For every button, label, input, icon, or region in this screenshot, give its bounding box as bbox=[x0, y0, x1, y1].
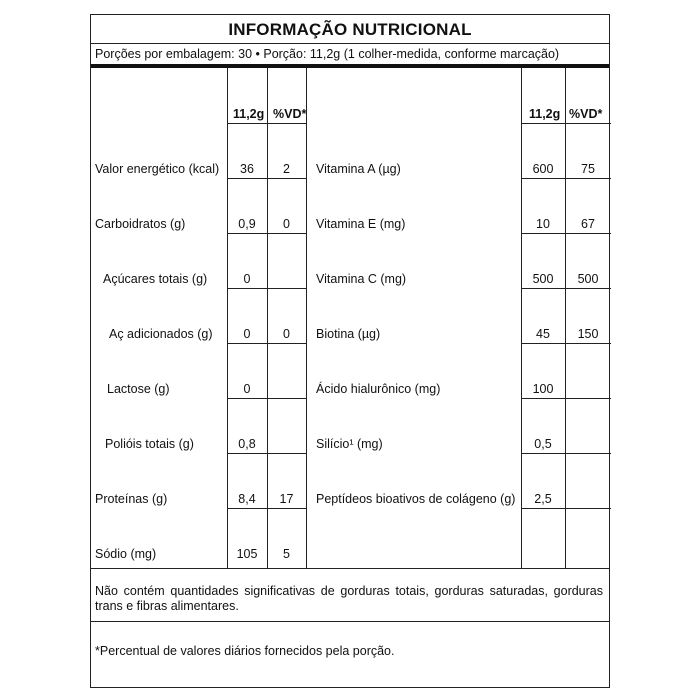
nutrient-name: Vitamina E (mg) bbox=[316, 217, 406, 231]
footnote-divider bbox=[91, 621, 609, 622]
nutrient-name: Peptídeos bioativos de colágeno (g) bbox=[316, 492, 516, 506]
footnote-not-significant: Não contém quantidades significativas de gorduras totais, gorduras saturadas, gorduras trans e fibras alimentares. bbox=[95, 584, 603, 613]
row-divider-right bbox=[521, 233, 611, 234]
nutrient-amount: 100 bbox=[532, 382, 554, 396]
nutrient-amount: 8,4 bbox=[238, 492, 256, 506]
nutrient-amount: 36 bbox=[240, 162, 254, 176]
column-divider bbox=[306, 68, 307, 568]
nutrition-facts-label bbox=[90, 14, 610, 688]
nutrient-amount: 10 bbox=[536, 217, 550, 231]
nutrient-amount: 0 bbox=[243, 272, 251, 286]
nutrient-dv: 67 bbox=[581, 217, 595, 231]
nutrient-name: Proteínas (g) bbox=[95, 492, 168, 506]
nutrient-amount: 105 bbox=[236, 547, 258, 561]
header-amount-left: 11,2g bbox=[233, 107, 265, 121]
nutrient-dv: 0 bbox=[283, 327, 290, 341]
title-divider bbox=[91, 43, 609, 44]
nutrient-amount: 600 bbox=[532, 162, 554, 176]
nutrient-name: Ácido hialurônico (mg) bbox=[316, 382, 441, 396]
header-dv-left: %VD* bbox=[273, 107, 307, 121]
nutrient-amount: 0 bbox=[243, 382, 251, 396]
nutrient-name: Vitamina A (µg) bbox=[316, 162, 401, 176]
nutrient-dv: 0 bbox=[283, 217, 290, 231]
nutrient-name: Vitamina C (mg) bbox=[316, 272, 407, 286]
nutrient-name: Biotina (µg) bbox=[316, 327, 381, 341]
nutrient-amount: 45 bbox=[536, 327, 550, 341]
column-divider bbox=[565, 68, 566, 568]
nutrition-table bbox=[91, 68, 609, 568]
row-divider-right bbox=[521, 453, 611, 454]
header-amount-right: 11,2g bbox=[529, 107, 561, 121]
row-divider-right bbox=[521, 343, 611, 344]
nutrient-amount: 0,9 bbox=[238, 217, 256, 231]
nutrient-dv: 150 bbox=[577, 327, 599, 341]
row-divider-right bbox=[521, 508, 611, 509]
nutrient-name: Sódio (mg) bbox=[95, 547, 157, 561]
nutrient-dv: 500 bbox=[577, 272, 599, 286]
label-title: INFORMAÇÃO NUTRICIONAL bbox=[228, 20, 472, 39]
nutrient-dv: 5 bbox=[283, 547, 290, 561]
nutrient-name: Lactose (g) bbox=[107, 382, 170, 396]
nutrient-amount: 0,8 bbox=[238, 437, 256, 451]
footnote-daily-value: *Percentual de valores diários fornecidos pela porção. bbox=[95, 644, 395, 658]
nutrient-amount: 0,5 bbox=[534, 437, 552, 451]
nutrient-name: Açúcares totais (g) bbox=[103, 272, 208, 286]
row-divider-right bbox=[521, 288, 611, 289]
nutrient-name: Aç adicionados (g) bbox=[109, 327, 213, 341]
row-divider-right bbox=[521, 123, 611, 124]
nutrient-amount: 0 bbox=[243, 327, 251, 341]
nutrient-name: Silício¹ (mg) bbox=[316, 437, 383, 451]
nutrient-name: Carboidratos (g) bbox=[95, 217, 186, 231]
nutrient-amount: 500 bbox=[532, 272, 554, 286]
nutrient-dv: 2 bbox=[283, 162, 290, 176]
nutrient-name: Valor energético (kcal) bbox=[95, 162, 220, 176]
nutrient-dv: 75 bbox=[581, 162, 595, 176]
nutrient-dv: 17 bbox=[279, 492, 294, 506]
row-divider-right bbox=[521, 398, 611, 399]
portion-info: Porções por embalagem: 30 • Porção: 11,2g (1 colher-medida, conforme marcação) bbox=[95, 47, 560, 61]
nutrient-name: Polióis totais (g) bbox=[105, 437, 194, 451]
row-divider-right bbox=[521, 178, 611, 179]
table-bottom-divider bbox=[91, 568, 609, 569]
nutrient-amount: 2,5 bbox=[534, 492, 552, 506]
header-dv-right: %VD* bbox=[569, 107, 603, 121]
